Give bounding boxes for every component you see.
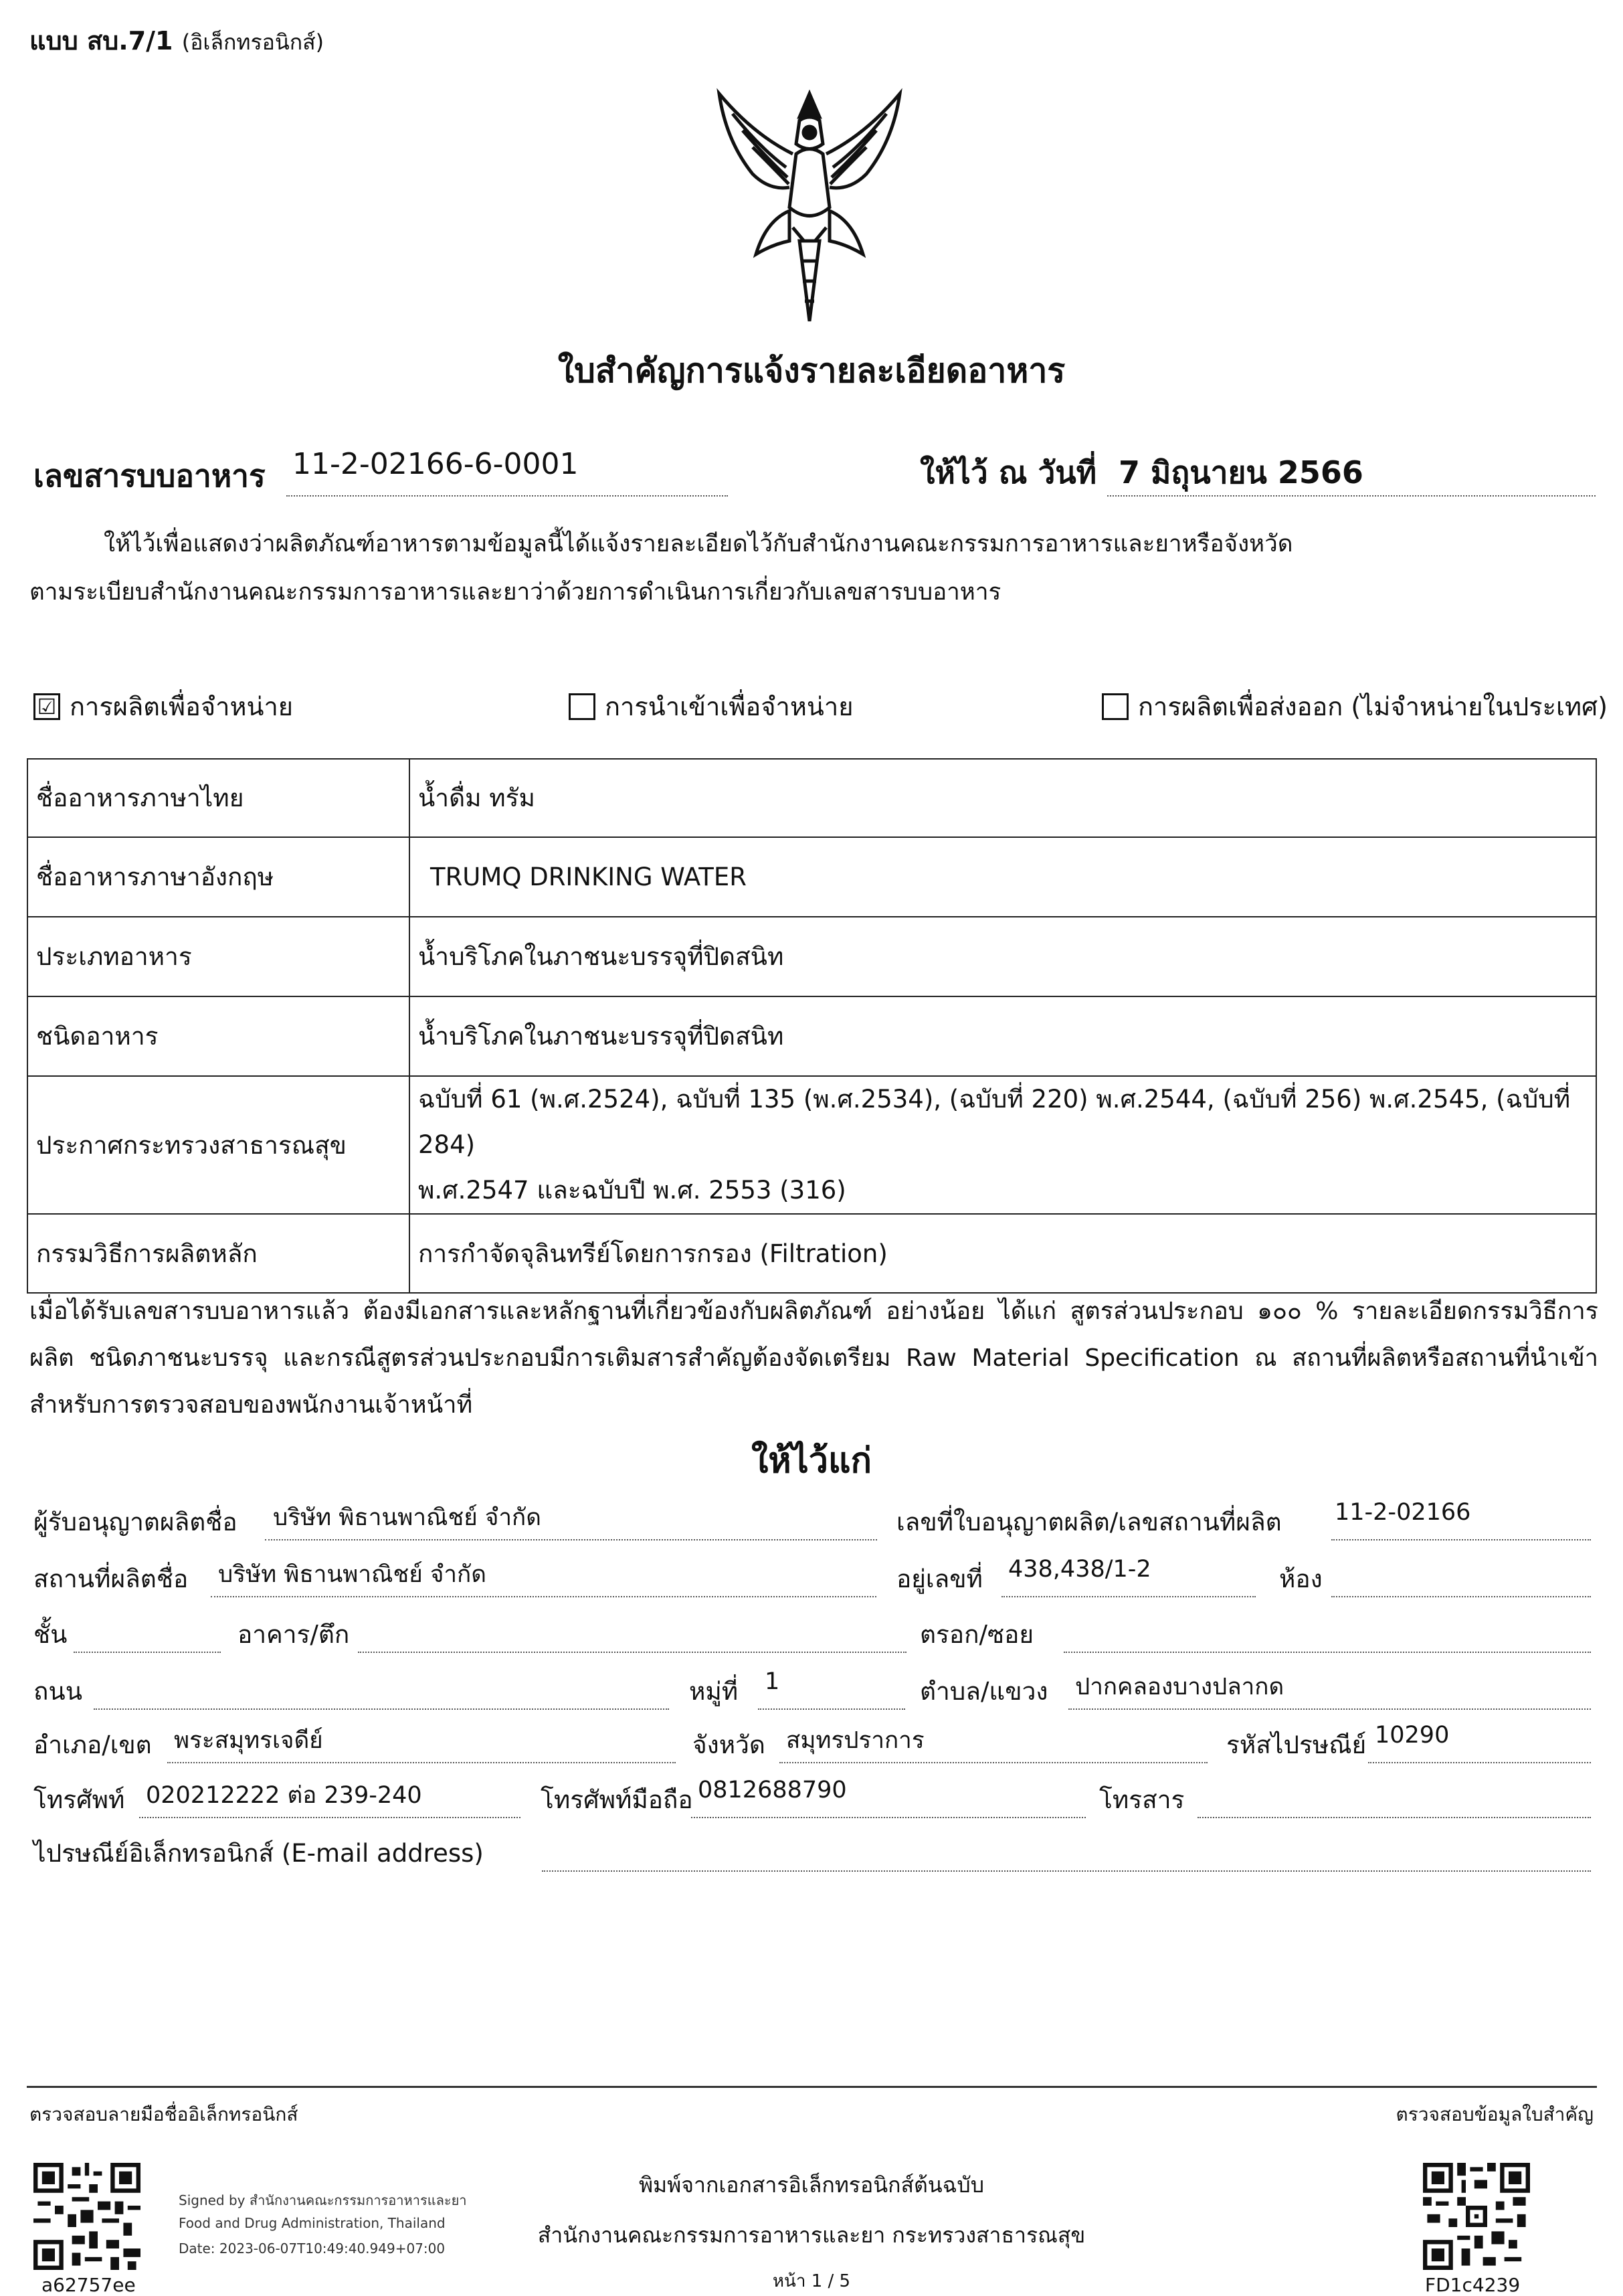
give-to-heading: ให้ไว้แก่ [751, 1441, 872, 1481]
verify-certificate-title: ตรวจสอบข้อมูลใบสำคัญ [1396, 2103, 1594, 2125]
moo-value: 1 [765, 1668, 780, 1695]
email-label: ไปรษณีย์อิเล็กทรอนิกส์ (E-mail address) [33, 1839, 484, 1868]
ministry-notification-value [409, 1076, 1596, 1214]
mobile-label: โทรศัพท์มือถือ [541, 1785, 693, 1814]
site-value: บริษัท พิธานพาณิชย์ จำกัด [218, 1561, 486, 1588]
signed-date-line: Date: 2023-06-07T10:49:40.949+07:00 [179, 2240, 446, 2257]
printed-from-original: พิมพ์จากเอกสารอิเล็กทรอนิกส์ต้นฉบับ [638, 2172, 985, 2198]
form-code-text: แบบ สบ.7/1 [29, 26, 173, 56]
signed-by-line: Signed by สำนักงานคณะกรรมการอาหารและยา [179, 2192, 467, 2208]
english-name-value: TRUMQ DRINKING WATER [409, 837, 1596, 917]
footer-divider [27, 2086, 1597, 2088]
checkbox-box[interactable] [569, 693, 595, 720]
site-line [211, 1596, 876, 1597]
licensee-value: บริษัท พิธานพาณิชย์ จำกัด [273, 1504, 541, 1531]
registration-label: เลขสารบบอาหาร [33, 458, 266, 494]
registration-number-line [286, 495, 728, 497]
licensee-label: ผู้รับอนุญาตผลิตชื่อ [33, 1508, 237, 1536]
issue-date-label: ให้ไว้ ณ วันที่ [920, 454, 1097, 491]
room-label: ห้อง [1279, 1565, 1323, 1593]
district-value: พระสมุทรเจดีย์ [174, 1727, 323, 1754]
road-label: ถนน [33, 1677, 82, 1706]
mobile-line [691, 1817, 1086, 1818]
notice-paragraph: เมื่อได้รับเลขสารบบอาหารแล้ว ต้องมีเอกสารและหลักฐานที่เกี่ยวข้องกับผลิตภัณฑ์ อย่างน้อย ได้แก่ สูตรส่วนประกอบ ๑๐๐ % รายละเอียดกรรมวิธีการผลิต ชนิดภาชนะบรรจุ และกรณีสูตรส่วนประกอบมีการเติมสารสำคัญต้องจัดเตรียม Raw Material Specification ณ สถานที่ผลิตหรือสถานที่นำเข้า สำหรับการตรวจสอบของพนักงานเจ้าหน้าที่ [29, 1298, 1598, 1419]
thai-name-value: น้ำดื่ม ทรัม [409, 759, 1596, 837]
english-name-key: ชื่ออาหารภาษาอังกฤษ [27, 837, 409, 917]
address-number-line [1001, 1596, 1256, 1597]
alley-label: ตรอก/ซอย [920, 1620, 1034, 1649]
production-process-value: การกำจัดจุลินทรีย์โดยการกรอง (Filtration) [409, 1214, 1596, 1293]
alley-line [1064, 1652, 1591, 1653]
license-no-line [1331, 1539, 1591, 1540]
page-number: หน้า 1 / 5 [772, 2271, 851, 2291]
phone-line [139, 1817, 520, 1818]
mobile-value: 0812688790 [698, 1777, 847, 1803]
room-line [1331, 1596, 1591, 1597]
table-row [27, 759, 1596, 837]
checkbox-label: การผลิตเพื่อจำหน่าย [70, 692, 294, 721]
floor-label: ชั้น [33, 1620, 68, 1649]
province-value: สมุทรปราการ [786, 1727, 925, 1754]
certificate-qr-code-icon[interactable] [1423, 2163, 1530, 2270]
province-line [779, 1762, 1208, 1763]
phone-value: 020212222 ต่อ 239-240 [146, 1782, 422, 1809]
ministry-notification-line-2: พ.ศ.2547 และฉบับปี พ.ศ. 2553 (316) [418, 1176, 846, 1205]
table-row [27, 917, 1596, 996]
issue-date-value: 7 มิถุนายน 2566 [1119, 454, 1363, 491]
form-code-paren: (อิเล็กทรอนิกส์) [181, 29, 324, 55]
table-row [27, 996, 1596, 1076]
building-line [358, 1652, 906, 1653]
signed-org-line: Food and Drug Administration, Thailand [179, 2215, 446, 2231]
district-label: อำเภอ/เขต [33, 1731, 152, 1759]
production-process-key: กรรมวิธีการผลิตหลัก [27, 1214, 409, 1293]
floor-line [74, 1652, 221, 1653]
license-no-value: 11-2-02166 [1335, 1499, 1471, 1526]
address-number-label: อยู่เลขที่ [896, 1565, 983, 1593]
district-line [167, 1762, 676, 1763]
thai-name-key: ชื่ออาหารภาษาไทย [27, 759, 409, 837]
intro-line-1: ให้ไว้เพื่อแสดงว่าผลิตภัณฑ์อาหารตามข้อมูลนี้ได้แจ้งรายละเอียดไว้กับสำนักงานคณะกรรมการอาหารและยาหรือจังหวัด [104, 531, 1293, 557]
building-label: อาคาร/ตึก [237, 1620, 350, 1649]
checkbox-label: การนำเข้าเพื่อจำหน่าย [605, 692, 854, 721]
issuing-agency: สำนักงานคณะกรรมการอาหารและยา กระทรวงสาธารณสุข [537, 2222, 1086, 2248]
garuda-emblem-icon [706, 80, 913, 328]
food-type-value: น้ำบริโภคในภาชนะบรรจุที่ปิดสนิท [409, 996, 1596, 1076]
province-label: จังหวัด [692, 1731, 765, 1759]
fax-line [1198, 1817, 1591, 1818]
postcode-line [1368, 1762, 1591, 1763]
license-no-label: เลขที่ใบอนุญาตผลิต/เลขสถานที่ผลิต [896, 1508, 1282, 1536]
postcode-value: 10290 [1375, 1722, 1450, 1749]
moo-label: หมู่ที่ [689, 1677, 739, 1706]
table-row [27, 1076, 1596, 1214]
checkbox-box[interactable]: ☑ [33, 693, 60, 720]
document-title: ใบสำคัญการแจ้งรายละเอียดอาหาร [557, 351, 1066, 390]
food-category-key: ประเภทอาหาร [27, 917, 409, 996]
subdistrict-line [1068, 1708, 1591, 1710]
certificate-code: FD1c4239 [1425, 2274, 1521, 2296]
licensee-line [265, 1539, 877, 1540]
product-info-table [27, 758, 1597, 1294]
subdistrict-label: ตำบล/แขวง [920, 1677, 1048, 1706]
checkbox-box[interactable] [1102, 693, 1129, 720]
food-category-value: น้ำบริโภคในภาชนะบรรจุที่ปิดสนิท [409, 917, 1596, 996]
checkbox-import-for-sale[interactable] [569, 686, 853, 727]
subdistrict-value: ปากคลองบางปลากด [1075, 1674, 1284, 1700]
fax-label: โทรสาร [1099, 1785, 1185, 1814]
ministry-notification-line-1: ฉบับที่ 61 (พ.ศ.2524), ฉบับที่ 135 (พ.ศ.2534), (ฉบับที่ 220) พ.ศ.2544, (ฉบับที่ 256) พ.ศ.2545, (ฉบับที่ 284) [418, 1085, 1571, 1159]
registration-number: 11-2-02166-6-0001 [292, 447, 579, 481]
intro-line-2: ตามระเบียบสำนักงานคณะกรรมการอาหารและยาว่าด้วยการดำเนินการเกี่ยวกับเลขสารบบอาหาร [29, 579, 1001, 606]
phone-label: โทรศัพท์ [33, 1785, 125, 1814]
site-label: สถานที่ผลิตชื่อ [33, 1565, 189, 1593]
checkbox-produce-for-export[interactable] [1102, 686, 1608, 727]
table-row [27, 1214, 1596, 1293]
verify-signature-title: ตรวจสอบลายมือชื่ออิเล็กทรอนิกส์ [29, 2103, 298, 2125]
issue-date-line [1107, 495, 1596, 497]
checkbox-label: การผลิตเพื่อส่งออก (ไม่จำหน่ายในประเทศ) [1138, 692, 1608, 721]
checkbox-produce-for-sale[interactable] [33, 686, 293, 727]
signature-code: a62757ee [41, 2274, 136, 2296]
food-type-key: ชนิดอาหาร [27, 996, 409, 1076]
email-line [542, 1870, 1591, 1872]
postcode-label: รหัสไปรษณีย์ [1226, 1731, 1367, 1759]
road-line [94, 1708, 669, 1710]
address-number-value: 438,438/1-2 [1008, 1556, 1151, 1583]
ministry-notification-key: ประกาศกระทรวงสาธารณสุข [27, 1076, 409, 1214]
form-code [29, 20, 324, 61]
table-row [27, 837, 1596, 917]
moo-line [758, 1708, 905, 1710]
